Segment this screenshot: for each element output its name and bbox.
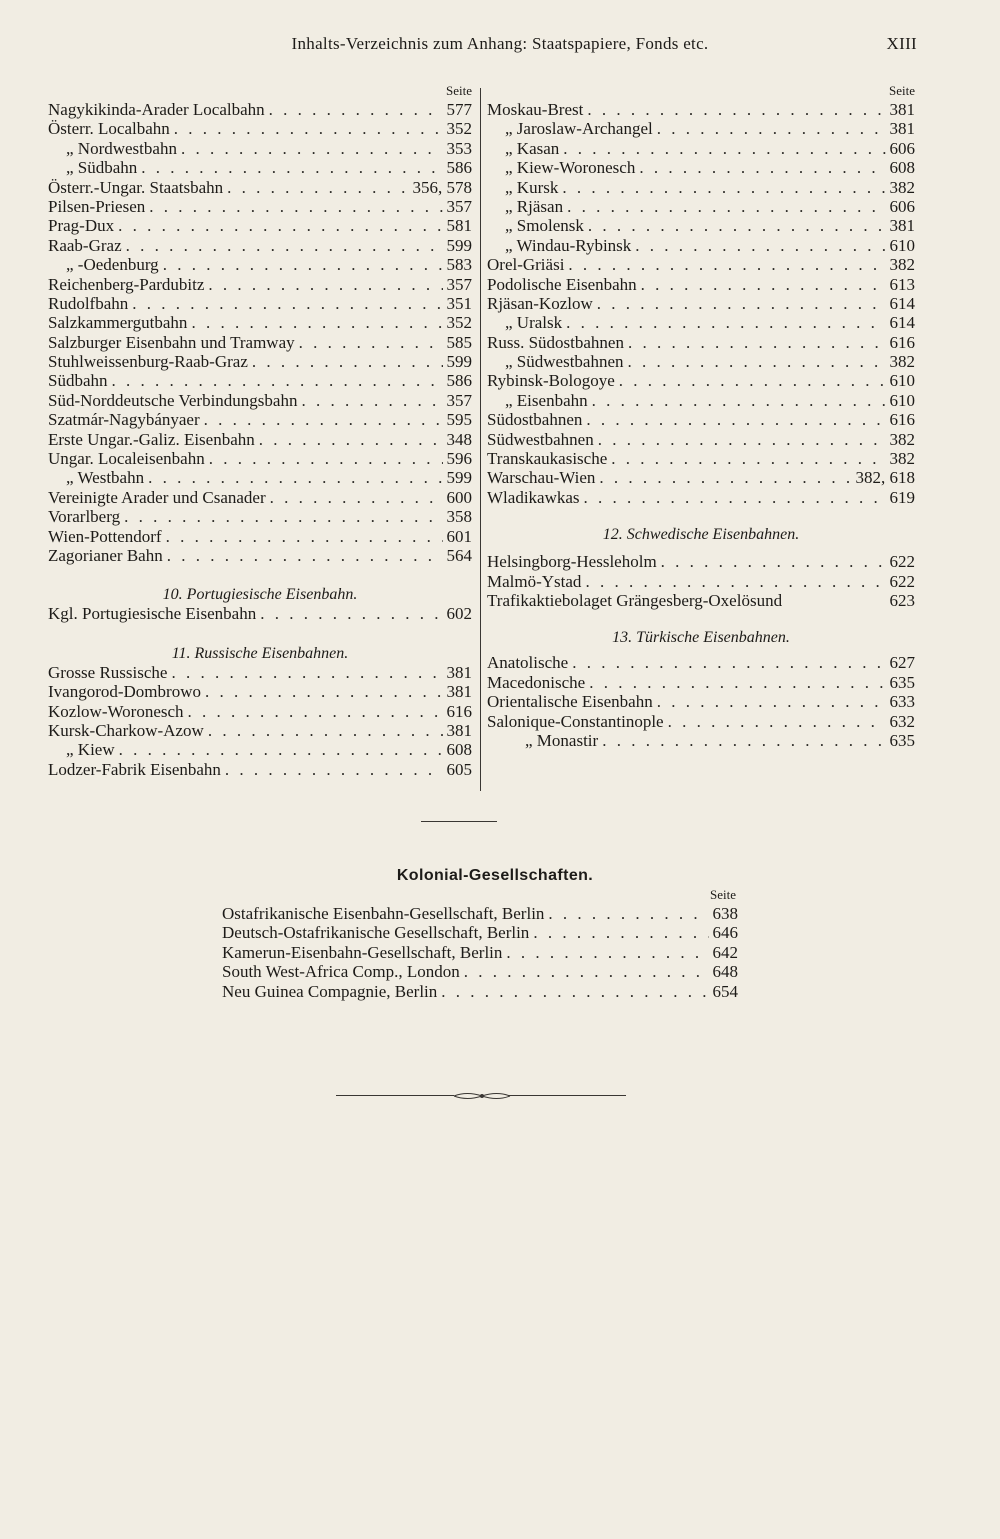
entry-name: „ Südbahn (66, 158, 138, 178)
leader-dots (166, 527, 443, 546)
entry-page: 382 (889, 255, 915, 275)
leader-dots (148, 468, 442, 487)
entry-name: Warschau-Wien (487, 468, 596, 488)
index-entry (222, 943, 738, 962)
entry-page: 616 (889, 332, 915, 352)
entry-page: 585 (446, 332, 472, 352)
section-13-list (487, 653, 915, 750)
entry-page: 635 (889, 730, 915, 750)
leader-dots (149, 197, 442, 216)
entry-name: „ Nordwestbahn (66, 138, 177, 158)
entry-page: 381 (446, 720, 472, 740)
entry-page: 622 (889, 571, 915, 591)
entry-page: 654 (712, 981, 738, 1001)
index-entry (48, 100, 472, 119)
index-entry (48, 740, 472, 759)
leader-dots (191, 313, 442, 332)
index-entry (48, 507, 472, 526)
leader-dots (586, 410, 885, 429)
leader-dots (628, 333, 886, 352)
index-entry (487, 197, 915, 216)
entry-name: Stuhlweissenburg-Raab-Graz (48, 352, 248, 372)
section-11-list (48, 663, 472, 779)
index-entry (487, 449, 915, 468)
index-entry (487, 712, 915, 731)
index-entry (48, 197, 472, 216)
entry-page: 583 (446, 255, 472, 275)
left-column (48, 82, 472, 779)
leader-dots (587, 100, 885, 119)
entry-name: Orel-Griäsi (487, 255, 565, 275)
leader-dots (269, 100, 443, 119)
entry-page: 381 (889, 119, 915, 139)
leader-dots (132, 294, 442, 313)
index-entry (48, 333, 472, 352)
entry-name: Lodzer-Fabrik Eisenbahn (48, 759, 221, 779)
section-10-list (48, 604, 472, 623)
index-entry (487, 591, 915, 610)
entry-page: 608 (446, 740, 472, 760)
index-entry (487, 692, 915, 711)
leader-dots (641, 275, 886, 294)
leader-dots (208, 721, 443, 740)
entry-name: Grosse Russische (48, 662, 168, 682)
entry-name: Süd-Norddeutsche Verbindungsbahn (48, 390, 298, 410)
index-entry (48, 410, 472, 429)
entry-name: Raab-Graz (48, 235, 122, 255)
entry-name: Rudolfbahn (48, 293, 129, 313)
end-ornament (336, 1089, 626, 1103)
leader-dots (464, 962, 709, 981)
section-heading-12: 12. Schwedische Eisenbahnen. (602, 526, 800, 544)
entry-page: 348 (446, 429, 472, 449)
leader-dots (661, 552, 886, 571)
index-entry (48, 663, 472, 682)
index-entry (48, 178, 472, 197)
leader-dots (563, 139, 885, 158)
entry-page: 642 (712, 942, 738, 962)
entry-name: „ Monastir (525, 730, 599, 750)
entry-page: 352 (446, 313, 472, 333)
entry-page: 605 (446, 759, 472, 779)
leader-dots (119, 740, 443, 759)
index-entry (487, 100, 915, 119)
leader-dots (299, 333, 443, 352)
entry-page: 577 (446, 100, 472, 119)
entry-page: 382 (889, 177, 915, 197)
entry-page: 382 (889, 449, 915, 469)
index-entry (487, 468, 915, 487)
leader-dots (260, 604, 442, 623)
entry-name: Orientalische Eisenbahn (487, 692, 653, 712)
entry-page: 357 (446, 274, 472, 294)
leader-dots (259, 430, 443, 449)
entry-page: 627 (889, 653, 915, 673)
running-title: Inhalts-Verzeichnis zum Anhang: Staatspapiere, Fonds etc. (291, 34, 709, 53)
entry-name: Prag-Dux (48, 216, 115, 236)
index-entry (48, 527, 472, 546)
leader-dots (174, 119, 443, 138)
entry-name: Österr. Localbahn (48, 119, 170, 139)
entry-page: 606 (889, 138, 915, 158)
leader-dots (141, 158, 442, 177)
leader-dots (171, 663, 442, 682)
section-heading-11: 11. Russische Eisenbahnen. (171, 644, 349, 662)
entry-page: 601 (446, 526, 472, 546)
entry-page: 564 (446, 545, 472, 565)
index-entry (487, 158, 915, 177)
entry-name: Südwestbahnen (487, 429, 594, 449)
seite-label: Seite (710, 887, 736, 902)
entry-name: „ Kursk (505, 177, 559, 197)
entry-page: 602 (446, 604, 472, 624)
right-entry-list (487, 100, 915, 507)
leader-dots (572, 653, 885, 672)
entry-name: Trafikaktiebolaget Grängesberg-Oxelösund (487, 590, 783, 610)
index-entry (222, 923, 738, 942)
entry-name: Ivangorod-Dombrowo (48, 682, 201, 702)
index-entry (48, 604, 472, 623)
leader-dots (252, 352, 443, 371)
entry-name: Vereinigte Arader und Csanader (48, 487, 266, 507)
leader-dots (205, 682, 443, 701)
leader-dots (270, 488, 443, 507)
entry-page: 352 (446, 119, 472, 139)
entry-page: 595 (446, 410, 472, 430)
entry-page: 622 (889, 552, 915, 572)
leader-dots (208, 275, 442, 294)
entry-page: 382 (889, 429, 915, 449)
entry-page: 610 (889, 371, 915, 391)
index-entry (48, 139, 472, 158)
page-number: XIII (886, 34, 917, 53)
leader-dots (589, 673, 885, 692)
kolonial-heading: Kolonial-Gesellschaften. (396, 867, 594, 884)
index-entry (48, 294, 472, 313)
leader-dots (639, 158, 885, 177)
entry-page: 633 (889, 692, 915, 712)
index-entry (222, 904, 738, 923)
leader-dots (562, 178, 885, 197)
entry-page: 356, 578 (412, 177, 472, 197)
index-entry (487, 391, 915, 410)
entry-page: 648 (712, 962, 738, 982)
leader-dots (567, 197, 885, 216)
leader-dots (112, 371, 443, 390)
entry-page: 614 (889, 313, 915, 333)
seite-label: Seite (446, 83, 472, 98)
index-entry (48, 721, 472, 740)
leader-dots (167, 546, 443, 565)
separator-rule (421, 821, 497, 822)
index-entry (487, 352, 915, 371)
leader-dots (533, 923, 708, 942)
index-entry (487, 119, 915, 138)
entry-page: 600 (446, 487, 472, 507)
leader-dots (602, 731, 885, 750)
section-heading-13: 13. Türkische Eisenbahnen. (612, 629, 790, 647)
entry-name: „ Südwestbahnen (505, 352, 624, 372)
index-entry (48, 449, 472, 468)
index-entry (48, 119, 472, 138)
leader-dots (611, 449, 885, 468)
kolonial-list (222, 904, 738, 1001)
entry-page: 599 (446, 352, 472, 372)
leader-dots (204, 410, 443, 429)
index-entry (48, 236, 472, 255)
index-entry (487, 275, 915, 294)
entry-name: „ Jaroslaw-Archangel (505, 119, 653, 139)
leader-dots (181, 139, 443, 158)
entry-page: 382, 618 (855, 468, 915, 488)
entry-name: Anatolische (487, 653, 569, 673)
leader-dots (628, 352, 886, 371)
index-entry (48, 546, 472, 565)
index-entry (487, 178, 915, 197)
entry-page: 616 (446, 701, 472, 721)
leader-dots (441, 982, 708, 1001)
leader-dots (585, 572, 885, 591)
entry-page: 608 (889, 158, 915, 178)
index-entry (48, 352, 472, 371)
index-entry (487, 313, 915, 332)
entry-page: 610 (889, 390, 915, 410)
leader-dots (209, 449, 443, 468)
entry-page: 358 (446, 507, 472, 527)
entry-page: 599 (446, 468, 472, 488)
index-entry (48, 430, 472, 449)
entry-name: Wien-Pottendorf (48, 526, 162, 546)
entry-name: Zagorianer Bahn (48, 545, 163, 565)
index-entry (487, 731, 915, 750)
leader-dots (635, 236, 885, 255)
index-entry (48, 255, 472, 274)
kolonial-section (222, 866, 738, 1001)
index-entry (48, 371, 472, 390)
entry-name: South West-Africa Comp., London (222, 962, 460, 982)
entry-page: 632 (889, 711, 915, 731)
entry-name: „ Kiew (66, 740, 115, 760)
entry-name: Ungar. Localeisenbahn (48, 449, 205, 469)
entry-name: „ Kasan (505, 138, 560, 158)
leader-dots (598, 430, 886, 449)
index-entry (487, 430, 915, 449)
index-entry (48, 158, 472, 177)
ornament-icon (452, 1089, 512, 1103)
index-entry (487, 294, 915, 313)
section-12-list (487, 552, 915, 610)
entry-name: Nagykikinda-Arader Localbahn (48, 100, 265, 119)
leader-dots (118, 216, 442, 235)
entry-name: Neu Guinea Compagnie, Berlin (222, 981, 438, 1001)
entry-page: 353 (446, 138, 472, 158)
index-entry (487, 488, 915, 507)
entry-name: Helsingborg-Hessleholm (487, 552, 657, 572)
entry-name: Reichenberg-Pardubitz (48, 274, 205, 294)
entry-name: Kamerun-Eisenbahn-Gesellschaft, Berlin (222, 942, 503, 962)
entry-name: Salzkammergutbahn (48, 313, 188, 333)
entry-name: Podolische Eisenbahn (487, 274, 637, 294)
entry-page: 357 (446, 390, 472, 410)
leader-dots (584, 488, 886, 507)
index-entry (48, 313, 472, 332)
entry-page: 357 (446, 196, 472, 216)
leader-dots (566, 313, 885, 332)
entry-name: Südbahn (48, 371, 108, 391)
entry-page: 381 (446, 662, 472, 682)
entry-page: 381 (446, 682, 472, 702)
entry-name: „ Uralsk (505, 313, 563, 333)
entry-page: 614 (889, 293, 915, 313)
leader-dots (225, 760, 443, 779)
entry-page: 606 (889, 196, 915, 216)
right-column (487, 82, 915, 750)
index-entry (487, 333, 915, 352)
index-entry (487, 139, 915, 158)
entry-name: Südostbahnen (487, 410, 583, 430)
leader-dots (599, 468, 851, 487)
entry-name: Szatmár-Nagybányaer (48, 410, 200, 430)
index-entry (487, 673, 915, 692)
index-entry (487, 410, 915, 429)
entry-page: 619 (889, 487, 915, 507)
entry-name: „ Eisenbahn (505, 390, 588, 410)
entry-page: 610 (889, 235, 915, 255)
entry-page: 586 (446, 371, 472, 391)
section-heading-10: 10. Portugiesische Eisenbahn. (162, 586, 358, 604)
leader-dots (227, 178, 408, 197)
entry-name: Vorarlberg (48, 507, 121, 527)
leader-dots (301, 391, 442, 410)
leader-dots (126, 236, 443, 255)
entry-name: Wladikawkas (487, 487, 580, 507)
index-entry (222, 962, 738, 981)
entry-page: 381 (889, 100, 915, 119)
entry-name: Salzburger Eisenbahn und Tramway (48, 332, 295, 352)
entry-name: Deutsch-Ostafrikanische Gesellschaft, Berlin (222, 923, 530, 943)
entry-name: Moskau-Brest (487, 100, 584, 119)
leader-dots (124, 507, 442, 526)
page-header (0, 34, 1000, 60)
entry-name: Russ. Südostbahnen (487, 332, 624, 352)
entry-page: 616 (889, 410, 915, 430)
entry-page: 599 (446, 235, 472, 255)
entry-name: Kursk-Charkow-Azow (48, 720, 204, 740)
entry-name: „ -Oedenburg (66, 255, 159, 275)
entry-name: „ Windau-Rybinsk (505, 235, 632, 255)
leader-dots (668, 712, 886, 731)
index-entry (487, 236, 915, 255)
entry-name: Transkaukasische (487, 449, 608, 469)
leader-dots (657, 119, 886, 138)
entry-page: 635 (889, 672, 915, 692)
entry-name: Kgl. Portugiesische Eisenbahn (48, 604, 257, 624)
index-entry (48, 275, 472, 294)
index-entry (487, 572, 915, 591)
leader-dots (548, 904, 708, 923)
index-entry (48, 488, 472, 507)
index-entry (487, 216, 915, 235)
column-divider (480, 88, 481, 791)
entry-name: Rybinsk-Bologoye (487, 371, 615, 391)
entry-name: „ Kiew-Woronesch (505, 158, 636, 178)
entry-page: 613 (889, 274, 915, 294)
leader-dots (188, 702, 443, 721)
entry-name: „ Smolensk (505, 216, 584, 236)
index-entry (487, 371, 915, 390)
entry-name: Salonique-Constantinople (487, 711, 664, 731)
entry-page: 351 (446, 293, 472, 313)
entry-name: „ Rjäsan (505, 196, 564, 216)
index-entry (222, 982, 738, 1001)
index-entry (487, 552, 915, 571)
entry-name: Erste Ungar.-Galiz. Eisenbahn (48, 429, 255, 449)
leader-dots (588, 216, 886, 235)
seite-label: Seite (889, 83, 915, 98)
entry-page: 586 (446, 158, 472, 178)
entry-page: 382 (889, 352, 915, 372)
index-entry (487, 255, 915, 274)
leader-dots (506, 943, 708, 962)
entry-name: Macedonische (487, 672, 586, 692)
index-entry (48, 216, 472, 235)
entry-page: 638 (712, 904, 738, 923)
left-entry-list (48, 100, 472, 565)
entry-name: Malmö-Ystad (487, 571, 582, 591)
entry-page: 646 (712, 923, 738, 943)
index-entry (48, 391, 472, 410)
entry-name: Rjäsan-Kozlow (487, 293, 593, 313)
entry-name: „ Westbahn (66, 468, 145, 488)
index-entry (48, 702, 472, 721)
leader-dots (657, 692, 886, 711)
index-entry (48, 760, 472, 779)
entry-page: 596 (446, 449, 472, 469)
leader-dots (163, 255, 443, 274)
entry-page: 623 (889, 590, 915, 610)
index-entry (48, 682, 472, 701)
index-entry (48, 468, 472, 487)
entry-name: Pilsen-Priesen (48, 196, 146, 216)
index-entry (487, 653, 915, 672)
entry-name: Österr.-Ungar. Staatsbahn (48, 177, 224, 197)
entry-name: Kozlow-Woronesch (48, 701, 184, 721)
entry-page: 381 (889, 216, 915, 236)
leader-dots (592, 391, 886, 410)
leader-dots (619, 371, 886, 390)
entry-name: Ostafrikanische Eisenbahn-Gesellschaft, Berlin (222, 904, 545, 923)
leader-dots (597, 294, 886, 313)
leader-dots (568, 255, 885, 274)
entry-page: 581 (446, 216, 472, 236)
